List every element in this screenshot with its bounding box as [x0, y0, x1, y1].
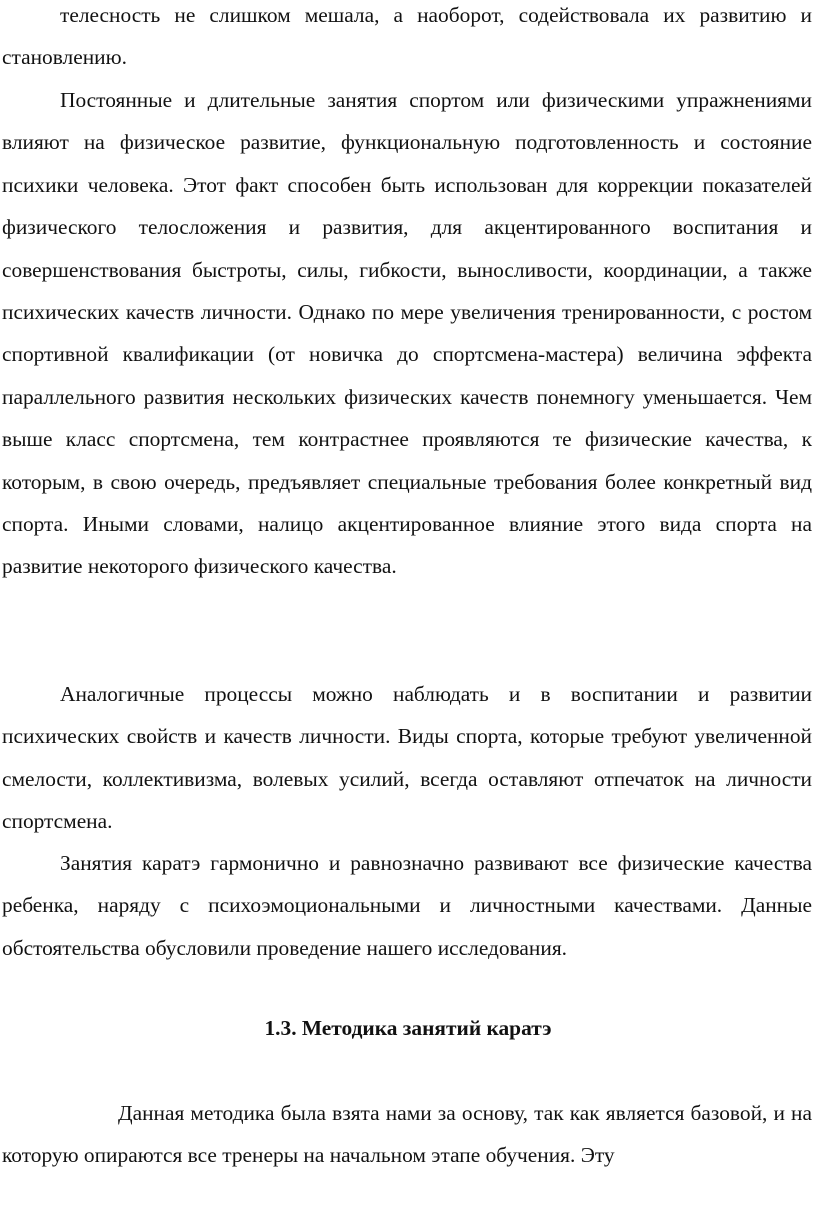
paragraph-sport-influence: Постоянные и длительные занятия спортом или физическими упражнениями влияют на физическое развитие, функциональную подготовленность и состояние психики человека. Этот факт способен быть использован для коррекции показателей физического телосложения и развития, для акцентированного воспитания и совершенствования быстроты, силы, гибкости, выносливости, координации, а также психических качеств личности. Однако по мере увеличения тренированности, с ростом спортивной квалификации (от новичка до спортсмена-мастера) величина эффекта параллельного развития нескольких физических качеств понемногу уменьшается. Чем выше класс спортсмена, тем контрастнее проявляются те физические качества, к которым, в свою очередь, предъявляет специальные требования более конкретный вид спорта. Иными словами, налицо акцентированное влияние этого вида спорта на развитие некоторого физического качества.	[2, 88, 812, 579]
paragraph-psychic-qualities: Аналогичные процессы можно наблюдать и в воспитании и развитии психических свойств и качеств личности. Виды спорта, которые требуют увеличенной смелости, коллективизма, волевых усилий, всегда оставляют отпечаток на личности спортсмена.	[2, 682, 812, 834]
paragraph-methodology: Данная методика была взята нами за основу, так как является базовой, и на которую опираются все тренеры на начальном этапе обучения. Эту	[2, 1101, 812, 1168]
paragraph-continuation: телесность не слишком мешала, а наоборот, содействовала их развитию и становлению.	[2, 3, 812, 70]
section-heading: 1.3. Методика занятий каратэ	[264, 1016, 552, 1040]
paragraph-karate: Занятия каратэ гармонично и равнозначно развивают все физические качества ребенка, наряду с психоэмоциональными и личностными качествами. Данные обстоятельства обусловили проведение нашего исследования.	[2, 851, 812, 960]
